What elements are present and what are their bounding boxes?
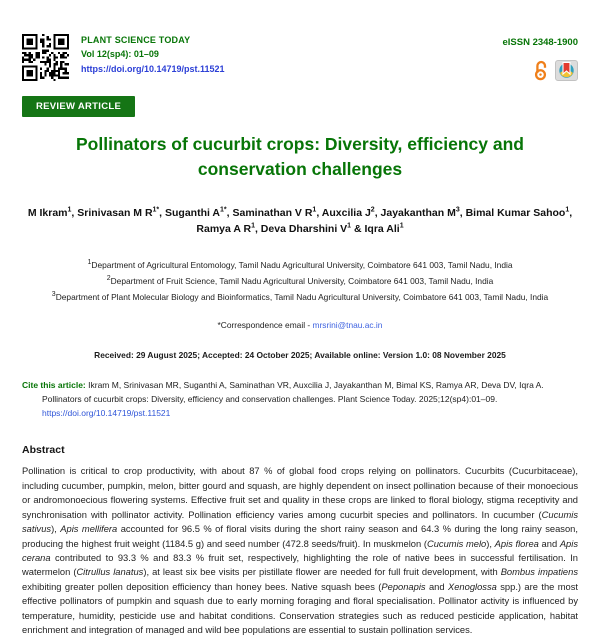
authors-line: M Ikram$^1$, Srinivasan M $R^{1*}$, Suganthi $A^{1*}$, Saminathan V $R^1$, Auxcilia $J^2$, Jayakanthan $M^3$, Bimal Kumar Sahoo$^1$, Ramya A $R^1$, Deva Dharshini $V^1$ & Iqra Ali$^1$ [27, 206, 573, 236]
cite-this-article: Cite this article: Ikram M, Srinivasan MR, Suganthi A, Saminathan VR, Auxcilia J, Jayakanthan M, Bimal KS, Ramya AR, Deva DV, Iqra A. Pollinators of cucurbit crops: Diversity, efficiency and conservation challenges. Plant Science Today. 2025;12(sp4):01–09. https://doi.org/10.14719/pst.11521 [22, 380, 544, 419]
inline-link[interactable]: https://doi.org/10.14719/pst.11521 [42, 408, 171, 419]
qr-code [22, 34, 69, 81]
abstract-heading: Abstract [22, 444, 65, 457]
open-access-icon [533, 60, 548, 86]
journal-header [22, 34, 578, 86]
eissn-label: eISSN 2348-1900 [502, 37, 578, 48]
affiliations [22, 257, 578, 305]
volume-issue: Vol 12(sp4): 01–09 [81, 49, 159, 59]
article-dates: Received: 29 August 2025; Accepted: 24 October 2025; Available online: Version 1.0: 08 November 2025 [94, 350, 506, 361]
affiliation-3: $^3$Department of Plant Molecular Biology and Bioinformatics, Tamil Nadu Agricultural University, Coimbatore 641 003, Tamil Nadu, India [51, 291, 549, 303]
article-title: Pollinators of cucurbit crops: Diversity, efficiency and conservation challenges [76, 134, 524, 180]
affiliation-2: $^2$Department of Fruit Science, Tamil Nadu Agricultural University, Coimbatore 641 003, Tamil Nadu, India [106, 275, 494, 287]
affiliation-1: $^1$Department of Agricultural Entomology, Tamil Nadu Agricultural University, Coimbatore 641 003, Tamil Nadu, India [87, 259, 513, 271]
bookmark-badge-icon [555, 60, 578, 86]
journal-name: PLANT SCIENCE TODAY [81, 35, 191, 45]
article-type-badge: REVIEW ARTICLE [22, 96, 135, 117]
header-doi-link[interactable]: https://doi.org/10.14719/pst.11521 [81, 64, 225, 74]
inline-link[interactable]: mrsrini@tnau.ac.in [312, 320, 383, 331]
abstract-text: Pollination is critical to crop productivity, with about 87 % of global food crops relying on pollinators. Cucurbits (Cucurbitaceae), including cucumber, pumpkin, melon, bitter gourd and squash, are highly dependent on insect pollination because of their monoecious or andromonoecious flowering systems. Effective fruit set and quality in these crops are linked to floral biology, stigma receptivity and synchronisation with pollinator activity. Pollination efficiency varies among cucurbit species and pollinators. In cucumber (Cucumis sativus), Apis mellifera accounted for 96.5 % of floral visits during the short rainy season and 64.3 % during the long rainy season, producing the highest fruit weight (1184.5 g) and seed number (472.8 seeds/fruit). In muskmelon (Cucumis melo), Apis florea and Apis cerana contributed to 93.3 % and 83.3 % fruit set, respectively, highlighting the role of native bees in successful fertilisation. In watermelon (Citrullus lanatus), at least six bee visits per pistillate flower are needed for full fruit development, with Bombus impatiens exhibiting greater pollen deposition efficiency than honey bees. Native squash bees (Peponapis and Xenoglossa spp.) are the most effective pollinators of pumpkin and squash due to early morning foraging and floral specialisation. Pollinator activity is influenced by temperature, humidity, pesticide use and habitat conditions. Conservation strategies such as reduced pesticide application, habitat enrichment and integration of managed and wild bee populations are essential to sustain pollination services. [22, 466, 578, 636]
correspondence-line: *Correspondence email - mrsrini@tnau.ac.in [217, 320, 383, 331]
